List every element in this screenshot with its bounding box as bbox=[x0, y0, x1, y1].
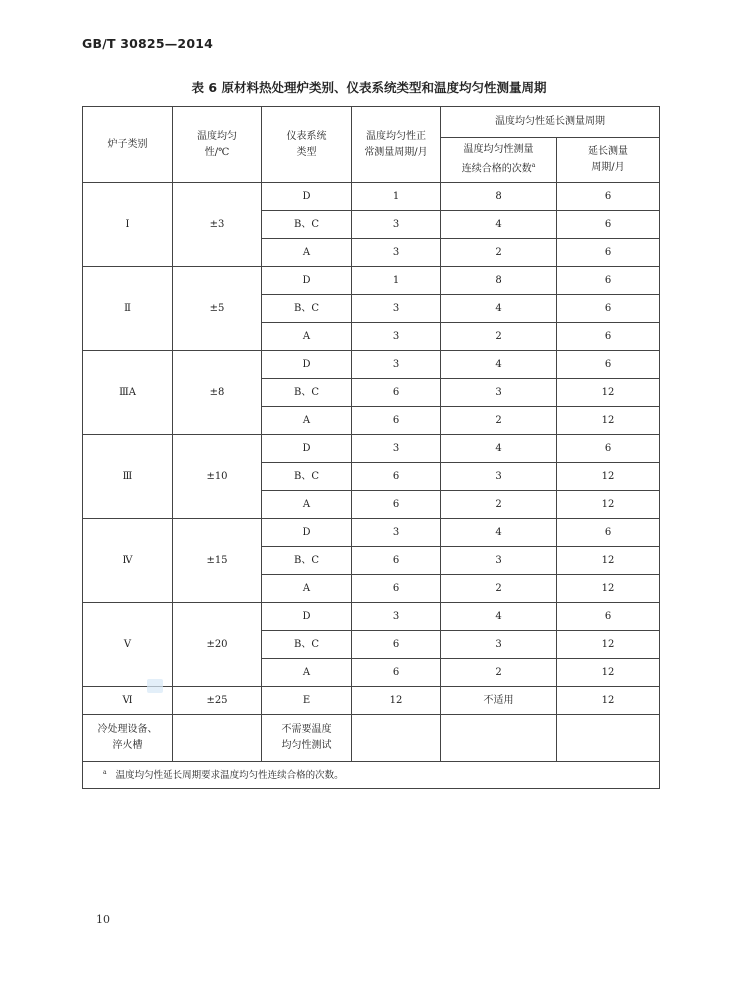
furnace-class-cell: ⅢA bbox=[83, 351, 173, 435]
extended-period-cell: 12 bbox=[557, 379, 660, 407]
header-extended-line2: 周期/月 bbox=[591, 162, 625, 173]
extended-period-cell: 6 bbox=[557, 519, 660, 547]
normal-period-cell: 12 bbox=[352, 687, 441, 715]
footnote-mark: a bbox=[103, 769, 107, 777]
tolerance-cell: ±5 bbox=[173, 267, 262, 351]
table-footnote bbox=[83, 762, 660, 789]
extended-period-cell: 12 bbox=[557, 463, 660, 491]
normal-period-cell: 3 bbox=[352, 435, 441, 463]
consecutive-passes-cell: 2 bbox=[441, 491, 557, 519]
footnote-ref: a bbox=[531, 162, 536, 170]
normal-period-cell: 6 bbox=[352, 659, 441, 687]
normal-period-cell: 6 bbox=[352, 407, 441, 435]
normal-period-cell bbox=[352, 715, 441, 762]
extended-period-cell: 12 bbox=[557, 547, 660, 575]
instrument-type-cell: B、C bbox=[262, 211, 352, 239]
table-row bbox=[83, 603, 660, 631]
tolerance-cell: ±15 bbox=[173, 519, 262, 603]
table-header bbox=[83, 107, 660, 183]
normal-period-cell: 6 bbox=[352, 379, 441, 407]
instrument-type-cell: A bbox=[262, 575, 352, 603]
table-row bbox=[83, 351, 660, 379]
extended-period-cell: 6 bbox=[557, 295, 660, 323]
header-normal-line2: 常测量周期/月 bbox=[364, 146, 428, 158]
cold-class-line2: 淬火槽 bbox=[112, 740, 143, 751]
footnote-text: 温度均匀性延长周期要求温度均匀性连续合格的次数。 bbox=[115, 770, 344, 782]
normal-period-cell: 3 bbox=[352, 351, 441, 379]
normal-period-cell: 3 bbox=[352, 519, 441, 547]
instrument-type-cell: D bbox=[262, 603, 352, 631]
tolerance-cell: ±3 bbox=[173, 183, 262, 267]
standard-code: GB/T 30825—2014 bbox=[82, 36, 214, 51]
instrument-type-cell: D bbox=[262, 435, 352, 463]
furnace-class-cell: Ⅵ bbox=[83, 687, 173, 715]
extended-period-cell bbox=[557, 715, 660, 762]
consecutive-passes-cell: 3 bbox=[441, 631, 557, 659]
normal-period-cell: 1 bbox=[352, 183, 441, 211]
instrument-type-cell: D bbox=[262, 519, 352, 547]
normal-period-cell: 3 bbox=[352, 295, 441, 323]
consecutive-passes-cell: 3 bbox=[441, 463, 557, 491]
instrument-type-cell: A bbox=[262, 491, 352, 519]
furnace-class-cell: Ⅳ bbox=[83, 519, 173, 603]
normal-period-cell: 6 bbox=[352, 575, 441, 603]
extended-period-cell: 12 bbox=[557, 659, 660, 687]
instrument-type-cell: D bbox=[262, 183, 352, 211]
furnace-class-cell: Ⅱ bbox=[83, 267, 173, 351]
normal-period-cell: 3 bbox=[352, 323, 441, 351]
table-row bbox=[83, 435, 660, 463]
tolerance-cell: ±10 bbox=[173, 435, 262, 519]
extended-period-cell: 6 bbox=[557, 183, 660, 211]
table-row bbox=[83, 267, 660, 295]
instrument-type-cell: B、C bbox=[262, 379, 352, 407]
tolerance-cell: ±25 bbox=[173, 687, 262, 715]
extended-period-cell: 12 bbox=[557, 687, 660, 715]
table-row bbox=[83, 519, 660, 547]
furnace-class-cell: Ⅰ bbox=[83, 183, 173, 267]
header-extended-period bbox=[557, 138, 660, 183]
header-furnace-class: 炉子类别 bbox=[83, 107, 173, 183]
extended-period-cell: 6 bbox=[557, 323, 660, 351]
normal-period-cell: 6 bbox=[352, 631, 441, 659]
instrument-type-cell: A bbox=[262, 239, 352, 267]
instrument-type-cell: A bbox=[262, 659, 352, 687]
normal-period-cell: 6 bbox=[352, 491, 441, 519]
normal-period-cell: 6 bbox=[352, 547, 441, 575]
instrument-type-cell: D bbox=[262, 267, 352, 295]
consecutive-passes-cell: 3 bbox=[441, 379, 557, 407]
header-consecutive-passes bbox=[441, 138, 557, 183]
header-instrument-line1: 仪表系统 bbox=[286, 130, 327, 142]
normal-period-cell: 6 bbox=[352, 463, 441, 491]
tolerance-cell: ±20 bbox=[173, 603, 262, 687]
extended-period-cell: 6 bbox=[557, 351, 660, 379]
instrument-type-cell: A bbox=[262, 323, 352, 351]
watermark-badge bbox=[147, 679, 163, 693]
furnace-class-cell bbox=[83, 715, 173, 762]
header-instrument-line2: 类型 bbox=[296, 146, 317, 158]
consecutive-passes-cell bbox=[441, 715, 557, 762]
consecutive-passes-cell: 4 bbox=[441, 211, 557, 239]
table-title: 表 6 原材料热处理炉类别、仪表系统类型和温度均匀性测量周期 bbox=[191, 80, 547, 95]
header-instrument-type bbox=[262, 107, 352, 183]
instrument-type-cell: D bbox=[262, 351, 352, 379]
cold-class-line1: 冷处理设备、 bbox=[97, 724, 158, 735]
extended-period-cell: 6 bbox=[557, 211, 660, 239]
page-number: 10 bbox=[96, 913, 110, 926]
normal-period-cell: 3 bbox=[352, 239, 441, 267]
consecutive-passes-cell: 4 bbox=[441, 351, 557, 379]
consecutive-passes-cell: 4 bbox=[441, 435, 557, 463]
extended-period-cell: 6 bbox=[557, 603, 660, 631]
extended-period-cell: 6 bbox=[557, 435, 660, 463]
header-uniformity-line2: 性/℃ bbox=[204, 146, 230, 158]
header-consecutive-line2: 连续合格的次数$^a$ bbox=[461, 162, 536, 175]
header-extended-group: 温度均匀性延长测量周期 bbox=[441, 107, 660, 138]
consecutive-passes-cell: 3 bbox=[441, 547, 557, 575]
consecutive-passes-cell: 4 bbox=[441, 519, 557, 547]
instrument-type-cell bbox=[262, 715, 352, 762]
instrument-type-cell: E bbox=[262, 687, 352, 715]
consecutive-passes-cell: 4 bbox=[441, 295, 557, 323]
consecutive-passes-cell: 不适用 bbox=[441, 687, 557, 715]
extended-period-cell: 6 bbox=[557, 239, 660, 267]
extended-period-cell: 12 bbox=[557, 575, 660, 603]
furnace-class-cell: Ⅲ bbox=[83, 435, 173, 519]
cold-type-line1: 不需要温度 bbox=[281, 724, 332, 735]
header-consecutive-line1: 温度均匀性测量 bbox=[463, 144, 534, 156]
consecutive-passes-cell: 2 bbox=[441, 659, 557, 687]
tolerance-cell bbox=[173, 715, 262, 762]
instrument-type-cell: B、C bbox=[262, 295, 352, 323]
tolerance-cell: ±8 bbox=[173, 351, 262, 435]
instrument-type-cell: A bbox=[262, 407, 352, 435]
furnace-class-cell: Ⅴ bbox=[83, 603, 173, 687]
extended-period-cell: 12 bbox=[557, 491, 660, 519]
normal-period-cell: 3 bbox=[352, 603, 441, 631]
header-extended-line1: 延长测量 bbox=[588, 146, 628, 157]
table-body bbox=[83, 183, 660, 789]
instrument-type-cell: B、C bbox=[262, 463, 352, 491]
consecutive-passes-cell: 8 bbox=[441, 183, 557, 211]
cold-type-line2: 均匀性测试 bbox=[281, 740, 332, 751]
extended-period-cell: 6 bbox=[557, 267, 660, 295]
extended-period-cell: 12 bbox=[557, 631, 660, 659]
consecutive-passes-cell: 2 bbox=[441, 239, 557, 267]
header-uniformity bbox=[173, 107, 262, 183]
consecutive-passes-cell: 8 bbox=[441, 267, 557, 295]
table-row-vi bbox=[83, 687, 660, 715]
consecutive-passes-cell: 2 bbox=[441, 323, 557, 351]
consecutive-passes-cell: 4 bbox=[441, 603, 557, 631]
instrument-type-cell: B、C bbox=[262, 631, 352, 659]
measurement-cycle-table bbox=[82, 106, 660, 789]
normal-period-cell: 3 bbox=[352, 211, 441, 239]
table-row bbox=[83, 183, 660, 211]
header-normal-period bbox=[352, 107, 441, 183]
consecutive-passes-cell: 2 bbox=[441, 407, 557, 435]
header-normal-line1: 温度均匀性正 bbox=[366, 130, 426, 142]
extended-period-cell: 12 bbox=[557, 407, 660, 435]
instrument-type-cell: B、C bbox=[262, 547, 352, 575]
table-row-cold-treatment bbox=[83, 715, 660, 762]
table-footnote-row bbox=[83, 762, 660, 789]
normal-period-cell: 1 bbox=[352, 267, 441, 295]
header-uniformity-line1: 温度均匀 bbox=[197, 130, 237, 142]
consecutive-passes-cell: 2 bbox=[441, 575, 557, 603]
